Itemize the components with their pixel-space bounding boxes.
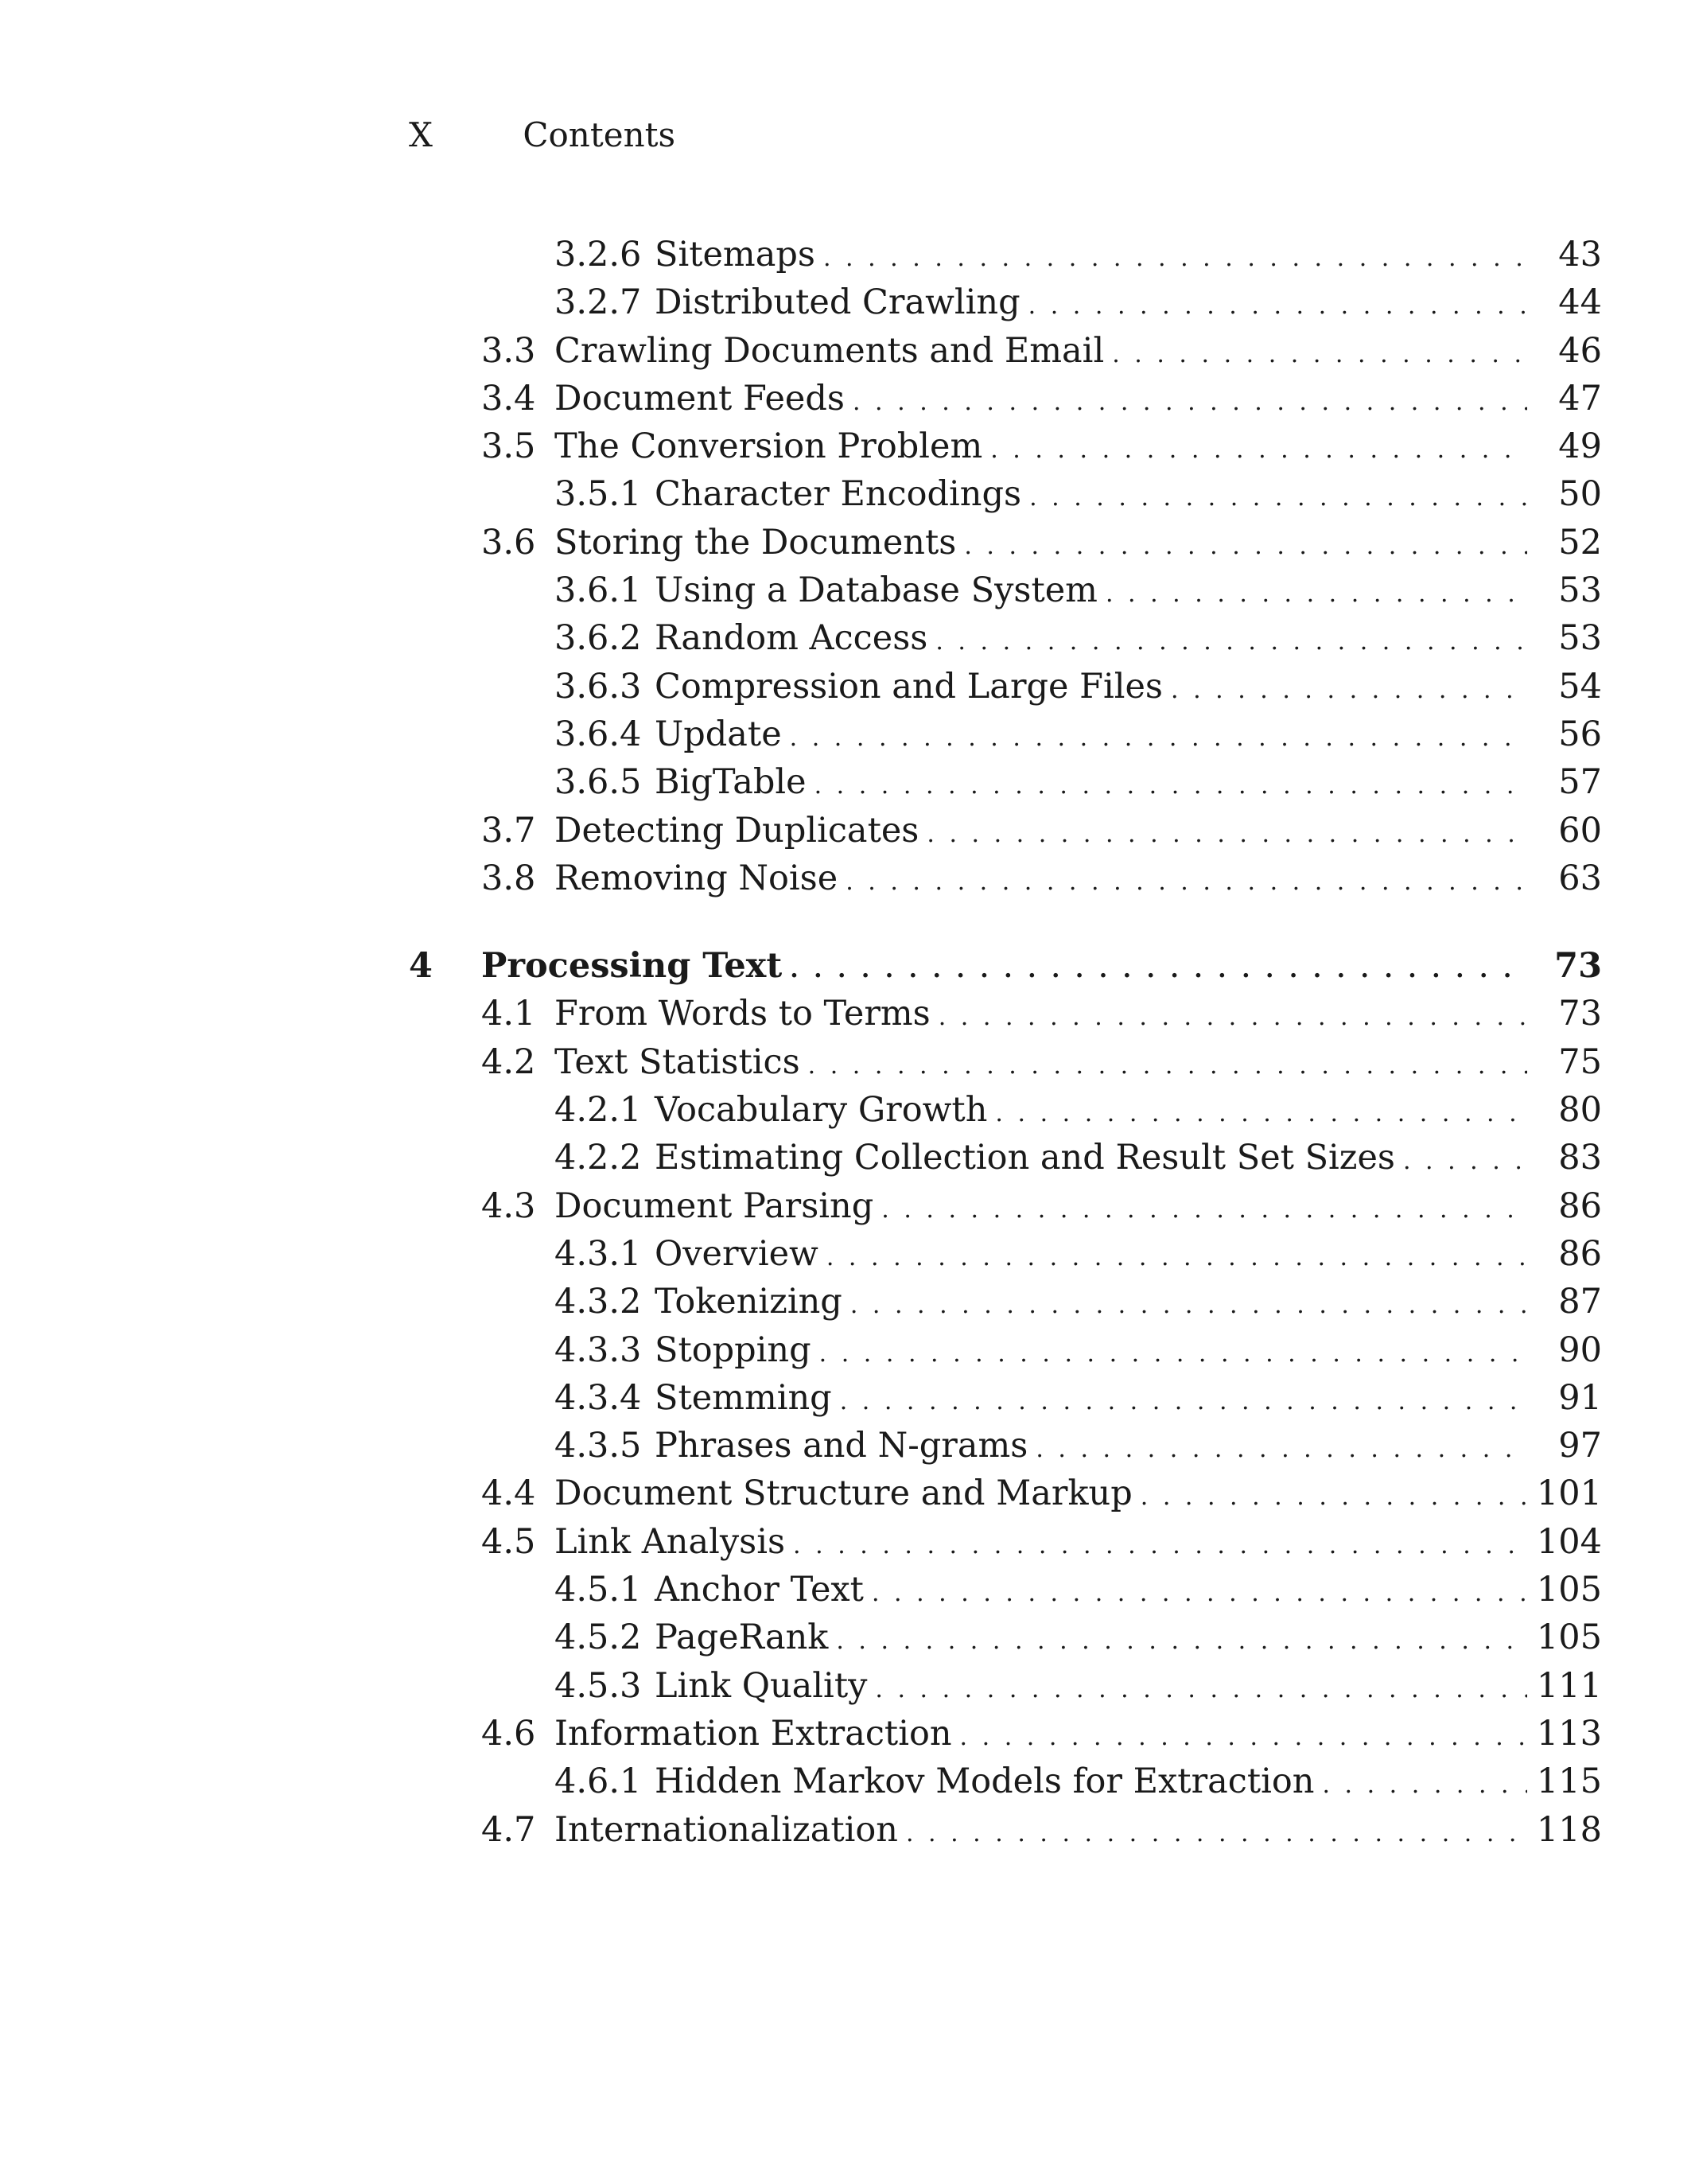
toc-entry-title: Phrases and N-grams bbox=[655, 1422, 1036, 1470]
toc-entry-line bbox=[655, 1230, 1602, 1282]
toc-entry-4-6-1[interactable] bbox=[409, 1758, 1602, 1805]
toc-entry-line bbox=[655, 1662, 1602, 1714]
leader-dots bbox=[1403, 1134, 1527, 1185]
toc-entry-title: Stopping bbox=[655, 1326, 819, 1374]
leader-dots bbox=[881, 1182, 1527, 1234]
toc-entry-page: 73 bbox=[1554, 946, 1602, 987]
toc-entry-number: 4.6 bbox=[481, 1713, 536, 1754]
toc-entry-4-3-3[interactable] bbox=[409, 1326, 1602, 1374]
toc-entry-3-6-2[interactable] bbox=[409, 614, 1602, 662]
toc-entry-title: Link Analysis bbox=[554, 1518, 793, 1566]
toc-entry-line bbox=[554, 1518, 1602, 1570]
toc-entry-number: 4.5 bbox=[481, 1521, 536, 1562]
toc-entry-3-7[interactable] bbox=[409, 807, 1602, 855]
leader-dots bbox=[960, 1710, 1527, 1762]
chapter-gap bbox=[409, 902, 1602, 942]
toc-entry-number: 4.7 bbox=[481, 1809, 536, 1850]
toc-entry-page: 91 bbox=[1558, 1377, 1602, 1418]
toc-entry-4-3[interactable] bbox=[409, 1182, 1602, 1230]
leader-dots bbox=[1141, 1470, 1527, 1521]
toc-entry-number: 4.4 bbox=[481, 1474, 536, 1514]
leader-dots bbox=[840, 1374, 1527, 1426]
toc-entry-number: 3.6 bbox=[481, 522, 536, 563]
toc-entry-page: 57 bbox=[1558, 762, 1602, 803]
toc-entry-title: Distributed Crawling bbox=[655, 278, 1028, 326]
toc-entry-page: 118 bbox=[1536, 1809, 1602, 1850]
toc-entry-line bbox=[554, 519, 1602, 570]
toc-entry-title: Anchor Text bbox=[655, 1566, 872, 1614]
toc-entry-3-6-4[interactable] bbox=[409, 710, 1602, 758]
toc-entry-page: 87 bbox=[1558, 1282, 1602, 1322]
toc-entry-title: Sitemaps bbox=[655, 231, 823, 278]
toc-entry-number: 4.3.4 bbox=[554, 1377, 642, 1418]
toc-entry-4-2[interactable] bbox=[409, 1038, 1602, 1086]
toc-entry-title: Crawling Documents and Email bbox=[554, 327, 1112, 375]
toc-entry-page: 63 bbox=[1558, 858, 1602, 898]
toc-entry-line bbox=[554, 327, 1602, 379]
toc-entry-title: Character Encodings bbox=[655, 470, 1029, 518]
toc-entry-line bbox=[655, 1374, 1602, 1426]
toc-entry-title: Estimating Collection and Result Set Sizes bbox=[655, 1134, 1403, 1182]
toc-entry-title: Link Quality bbox=[655, 1662, 875, 1710]
toc-entry-line bbox=[655, 758, 1602, 810]
leader-dots bbox=[1106, 566, 1527, 618]
leader-dots bbox=[819, 1326, 1527, 1378]
toc-entry-4-5-2[interactable] bbox=[409, 1614, 1602, 1661]
toc-entry-title: Document Feeds bbox=[554, 375, 853, 422]
toc-entry-title: Random Access bbox=[655, 614, 935, 662]
leader-dots bbox=[823, 231, 1527, 282]
toc-entry-line bbox=[655, 663, 1602, 714]
toc-entry-number: 4.3.3 bbox=[554, 1329, 642, 1370]
toc-entry-number: 3.2.7 bbox=[554, 282, 642, 323]
toc-entry-number: 3.6.5 bbox=[554, 762, 642, 803]
toc-entry-3-6[interactable] bbox=[409, 519, 1602, 566]
leader-dots bbox=[850, 1278, 1527, 1329]
toc-entry-page: 50 bbox=[1558, 474, 1602, 515]
toc-entry-3-4[interactable] bbox=[409, 375, 1602, 422]
toc-entry-page: 47 bbox=[1558, 378, 1602, 419]
toc-entry-3-6-1[interactable] bbox=[409, 566, 1602, 614]
toc-entry-page: 60 bbox=[1558, 810, 1602, 851]
page-folio: X bbox=[409, 115, 433, 154]
toc-entry-number: 4.1 bbox=[481, 994, 536, 1034]
toc-entry-line bbox=[655, 1278, 1602, 1329]
toc-entry-line bbox=[655, 1422, 1602, 1474]
leader-dots bbox=[906, 1806, 1527, 1858]
leader-dots bbox=[814, 758, 1527, 810]
toc-entry-4-2-2[interactable] bbox=[409, 1134, 1602, 1182]
toc-entry-page: 43 bbox=[1558, 235, 1602, 274]
leader-dots bbox=[793, 1518, 1527, 1570]
toc-entry-line bbox=[655, 1326, 1602, 1378]
toc-entry-number: 4.2 bbox=[481, 1041, 536, 1082]
toc-entry-title: Hidden Markov Models for Extraction bbox=[655, 1758, 1322, 1805]
toc-entry-page: 53 bbox=[1558, 618, 1602, 659]
leader-dots bbox=[846, 855, 1527, 906]
toc-entry-page: 75 bbox=[1558, 1041, 1602, 1082]
toc-entry-4-6[interactable] bbox=[409, 1710, 1602, 1758]
leader-dots bbox=[1171, 663, 1527, 714]
leader-dots bbox=[790, 942, 1527, 994]
toc-entry-line bbox=[655, 1614, 1602, 1665]
toc-entry-4-1[interactable] bbox=[409, 990, 1602, 1037]
toc-entry-title: Update bbox=[655, 710, 790, 758]
toc-entry-title: Overview bbox=[655, 1230, 826, 1278]
toc-entry-line bbox=[655, 278, 1602, 330]
leader-dots bbox=[790, 710, 1527, 762]
toc-entry-title: Document Structure and Markup bbox=[554, 1470, 1141, 1517]
toc-entry-number: 3.2.6 bbox=[554, 235, 642, 274]
toc-entry-page: 104 bbox=[1536, 1521, 1602, 1562]
toc-block-chapter-3 bbox=[409, 231, 1602, 902]
toc-entry-line bbox=[655, 1758, 1602, 1809]
toc-entry-title: From Words to Terms bbox=[554, 990, 939, 1037]
leader-dots bbox=[939, 990, 1527, 1041]
toc-entry-page: 101 bbox=[1536, 1474, 1602, 1514]
toc-entry-page: 83 bbox=[1558, 1138, 1602, 1178]
toc-entry-line bbox=[554, 855, 1602, 906]
toc-entry-line bbox=[554, 1470, 1602, 1521]
leader-dots bbox=[875, 1662, 1527, 1714]
toc-entry-line bbox=[655, 566, 1602, 618]
toc-entry-title: BigTable bbox=[655, 758, 814, 806]
toc-entry-title: Tokenizing bbox=[655, 1278, 850, 1326]
toc-entry-number: 4.2.2 bbox=[554, 1138, 642, 1178]
leader-dots bbox=[964, 519, 1527, 570]
toc-entry-3-5-1[interactable] bbox=[409, 470, 1602, 518]
running-title: Contents bbox=[523, 115, 676, 154]
toc-entry-title: The Conversion Problem bbox=[554, 422, 990, 470]
toc-entry-page: 105 bbox=[1536, 1570, 1602, 1610]
leader-dots bbox=[1112, 327, 1527, 379]
toc-entry-number: 4.5.2 bbox=[554, 1618, 642, 1658]
toc-entry-line bbox=[655, 614, 1602, 666]
toc-entry-4-7[interactable] bbox=[409, 1806, 1602, 1854]
toc-entry-title: Vocabulary Growth bbox=[655, 1086, 995, 1134]
toc-entry-line bbox=[554, 1710, 1602, 1762]
toc-entry-number: 3.7 bbox=[481, 810, 536, 851]
toc-entry-4-3-2[interactable] bbox=[409, 1278, 1602, 1326]
toc-entry-number: 3.5.1 bbox=[554, 474, 642, 515]
toc-entry-line bbox=[554, 990, 1602, 1041]
table-of-contents bbox=[409, 231, 1602, 1854]
toc-entry-4-5-3[interactable] bbox=[409, 1662, 1602, 1710]
toc-entry-line bbox=[554, 1806, 1602, 1858]
toc-entry-line bbox=[481, 942, 1602, 994]
leader-dots bbox=[836, 1614, 1527, 1665]
toc-entry-3-3[interactable] bbox=[409, 327, 1602, 375]
toc-entry-title: Removing Noise bbox=[554, 855, 846, 902]
leader-dots bbox=[990, 422, 1527, 474]
toc-entry-number: 3.3 bbox=[481, 330, 536, 371]
toc-entry-number: 3.6.2 bbox=[554, 618, 642, 659]
leader-dots bbox=[1028, 278, 1527, 330]
toc-entry-number: 4.3.2 bbox=[554, 1282, 642, 1322]
toc-entry-page: 44 bbox=[1558, 282, 1602, 323]
toc-entry-number: 4.5.1 bbox=[554, 1570, 642, 1610]
toc-entry-title: PageRank bbox=[655, 1614, 836, 1661]
toc-entry-title: Text Statistics bbox=[554, 1038, 808, 1086]
toc-entry-number: 4.3 bbox=[481, 1185, 536, 1226]
toc-entry-number: 4.5.3 bbox=[554, 1665, 642, 1706]
toc-entry-line bbox=[554, 1038, 1602, 1090]
toc-entry-page: 56 bbox=[1558, 714, 1602, 754]
leader-dots bbox=[872, 1566, 1527, 1618]
toc-entry-3-8[interactable] bbox=[409, 855, 1602, 902]
toc-entry-title: Processing Text bbox=[481, 942, 790, 990]
toc-entry-number: 3.6.3 bbox=[554, 666, 642, 707]
toc-entry-number: 4.6.1 bbox=[554, 1762, 642, 1802]
toc-entry-title: Stemming bbox=[655, 1374, 840, 1422]
leader-dots bbox=[1036, 1422, 1527, 1474]
toc-entry-number: 3.4 bbox=[481, 378, 536, 419]
toc-entry-3-5[interactable] bbox=[409, 422, 1602, 470]
toc-entry-line bbox=[554, 807, 1602, 858]
toc-entry-page: 86 bbox=[1558, 1185, 1602, 1226]
leader-dots bbox=[935, 614, 1527, 666]
toc-entry-4-4[interactable] bbox=[409, 1470, 1602, 1517]
toc-entry-number: 3.6.4 bbox=[554, 714, 642, 754]
toc-entry-line bbox=[554, 422, 1602, 474]
toc-entry-number: 4.3.5 bbox=[554, 1426, 642, 1466]
leader-dots bbox=[1029, 470, 1527, 522]
toc-entry-line bbox=[655, 710, 1602, 762]
toc-entry-4-3-4[interactable] bbox=[409, 1374, 1602, 1422]
toc-entry-3-2-7[interactable] bbox=[409, 278, 1602, 326]
toc-block-chapter-4 bbox=[409, 942, 1602, 1854]
toc-entry-page: 86 bbox=[1558, 1233, 1602, 1274]
toc-entry-number: 3.6.1 bbox=[554, 570, 642, 611]
toc-entry-number: 3.8 bbox=[481, 858, 536, 898]
toc-entry-3-2-6[interactable] bbox=[409, 231, 1602, 278]
toc-entry-4-2-1[interactable] bbox=[409, 1086, 1602, 1134]
toc-entry-number: 3.5 bbox=[481, 426, 536, 467]
toc-entry-title: Information Extraction bbox=[554, 1710, 960, 1758]
toc-entry-page: 80 bbox=[1558, 1090, 1602, 1131]
leader-dots bbox=[853, 375, 1527, 426]
toc-entry-4[interactable] bbox=[409, 942, 1602, 990]
toc-entry-line bbox=[655, 1134, 1602, 1185]
toc-entry-number: 4.2.1 bbox=[554, 1090, 642, 1131]
toc-entry-title: Internationalization bbox=[554, 1806, 906, 1854]
page-header bbox=[409, 111, 675, 159]
toc-entry-3-6-3[interactable] bbox=[409, 663, 1602, 710]
leader-dots bbox=[826, 1230, 1527, 1282]
toc-entry-4-5[interactable] bbox=[409, 1518, 1602, 1566]
toc-entry-page: 46 bbox=[1558, 330, 1602, 371]
toc-entry-page: 90 bbox=[1558, 1329, 1602, 1370]
toc-entry-line bbox=[554, 375, 1602, 426]
toc-entry-number: 4 bbox=[409, 946, 433, 987]
toc-entry-line bbox=[655, 1086, 1602, 1138]
toc-entry-page: 113 bbox=[1536, 1713, 1602, 1754]
toc-entry-title: Storing the Documents bbox=[554, 519, 964, 566]
toc-entry-page: 115 bbox=[1536, 1762, 1602, 1802]
toc-entry-line bbox=[655, 470, 1602, 522]
toc-entry-page: 53 bbox=[1558, 570, 1602, 611]
leader-dots bbox=[808, 1038, 1527, 1090]
toc-entry-page: 52 bbox=[1558, 522, 1602, 563]
toc-entry-page: 54 bbox=[1558, 666, 1602, 707]
toc-entry-page: 97 bbox=[1558, 1426, 1602, 1466]
toc-entry-line bbox=[655, 231, 1602, 282]
toc-entry-page: 111 bbox=[1536, 1665, 1602, 1706]
toc-entry-number: 4.3.1 bbox=[554, 1233, 642, 1274]
toc-entry-page: 73 bbox=[1558, 994, 1602, 1034]
toc-entry-line bbox=[655, 1566, 1602, 1618]
toc-entry-title: Compression and Large Files bbox=[655, 663, 1171, 710]
toc-entry-line bbox=[554, 1182, 1602, 1234]
toc-entry-page: 49 bbox=[1558, 426, 1602, 467]
leader-dots bbox=[995, 1086, 1527, 1138]
toc-entry-title: Document Parsing bbox=[554, 1182, 881, 1230]
toc-entry-title: Detecting Duplicates bbox=[554, 807, 927, 855]
leader-dots bbox=[1322, 1758, 1527, 1809]
toc-entry-3-6-5[interactable] bbox=[409, 758, 1602, 806]
toc-entry-4-3-5[interactable] bbox=[409, 1422, 1602, 1470]
toc-entry-4-5-1[interactable] bbox=[409, 1566, 1602, 1614]
leader-dots bbox=[927, 807, 1527, 858]
toc-entry-page: 105 bbox=[1536, 1618, 1602, 1658]
toc-entry-title: Using a Database System bbox=[655, 566, 1106, 614]
toc-entry-4-3-1[interactable] bbox=[409, 1230, 1602, 1278]
